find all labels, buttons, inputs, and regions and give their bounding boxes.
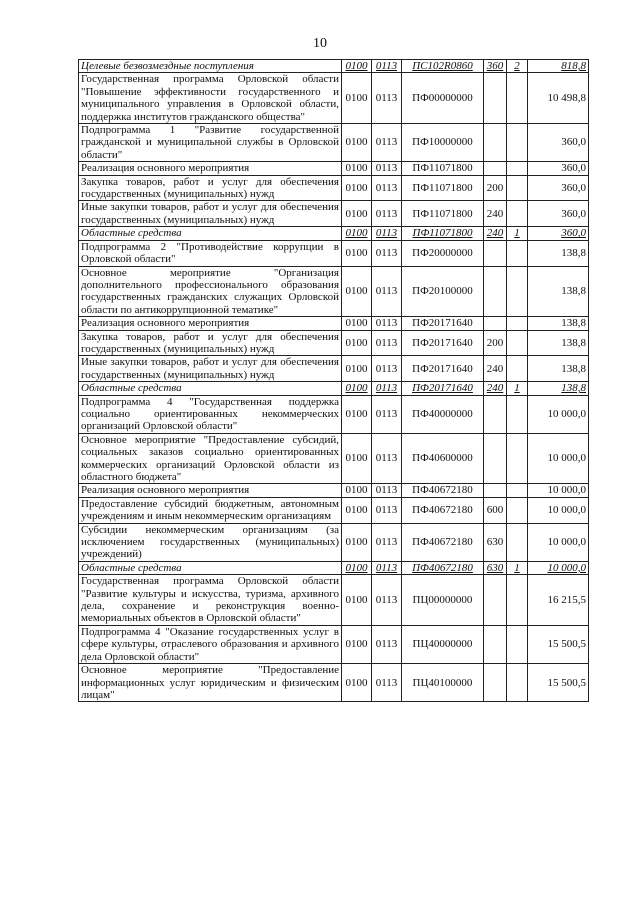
row-expense-type: 240 <box>484 382 507 395</box>
table-row <box>79 60 589 73</box>
table-row <box>79 395 589 433</box>
row-target-article: ПФ00000000 <box>402 73 484 124</box>
row-subsection-code: 0113 <box>372 124 402 162</box>
row-funding-source <box>507 484 528 497</box>
row-expense-type <box>484 664 507 702</box>
row-amount: 10 000,0 <box>528 497 589 523</box>
row-subsection-code: 0113 <box>372 240 402 266</box>
table-row <box>79 484 589 497</box>
row-subsection-code: 0113 <box>372 382 402 395</box>
row-funding-source <box>507 523 528 561</box>
row-amount: 10 000,0 <box>528 433 589 484</box>
row-subsection-code: 0113 <box>372 201 402 227</box>
row-target-article: ПФ40672180 <box>402 523 484 561</box>
row-section-code: 0100 <box>342 201 372 227</box>
row-expense-type <box>484 124 507 162</box>
table-row <box>79 330 589 356</box>
row-funding-source: 1 <box>507 382 528 395</box>
row-amount: 360,0 <box>528 175 589 201</box>
table-row <box>79 523 589 561</box>
table-row <box>79 664 589 702</box>
row-amount: 16 215,5 <box>528 575 589 626</box>
row-name: Реализация основного мероприятия <box>79 484 342 497</box>
row-target-article: ПФ20171640 <box>402 382 484 395</box>
row-amount: 15 500,5 <box>528 625 589 663</box>
table-row <box>79 317 589 330</box>
row-expense-type: 360 <box>484 60 507 73</box>
row-amount: 10 000,0 <box>528 523 589 561</box>
row-amount: 10 498,8 <box>528 73 589 124</box>
row-expense-type <box>484 162 507 175</box>
row-target-article: ПФ20000000 <box>402 240 484 266</box>
row-name: Субсидии некоммерческим организациям (за исключением государственных (муниципальных) учреждений) <box>79 523 342 561</box>
row-section-code: 0100 <box>342 395 372 433</box>
row-funding-source <box>507 201 528 227</box>
table-row <box>79 175 589 201</box>
row-funding-source <box>507 124 528 162</box>
table-row <box>79 356 589 382</box>
row-name: Реализация основного мероприятия <box>79 317 342 330</box>
row-target-article: ПФ11071800 <box>402 201 484 227</box>
row-target-article: ПЦ40100000 <box>402 664 484 702</box>
row-section-code: 0100 <box>342 317 372 330</box>
row-funding-source: 1 <box>507 561 528 574</box>
table-row <box>79 162 589 175</box>
row-funding-source <box>507 73 528 124</box>
row-amount: 138,8 <box>528 330 589 356</box>
row-section-code: 0100 <box>342 664 372 702</box>
row-name: Закупка товаров, работ и услуг для обеспечения государственных (муниципальных) нужд <box>79 175 342 201</box>
row-section-code: 0100 <box>342 575 372 626</box>
row-expense-type <box>484 395 507 433</box>
row-subsection-code: 0113 <box>372 317 402 330</box>
row-funding-source <box>507 266 528 317</box>
row-subsection-code: 0113 <box>372 497 402 523</box>
table-row <box>79 201 589 227</box>
row-section-code: 0100 <box>342 227 372 240</box>
row-subsection-code: 0113 <box>372 575 402 626</box>
row-funding-source <box>507 162 528 175</box>
table-body <box>79 60 589 702</box>
row-target-article: ПФ20171640 <box>402 317 484 330</box>
row-expense-type <box>484 625 507 663</box>
row-name: Государственная программа Орловской области "Повышение эффективности государственного и муниципального управления в Орловской области, поддержка институтов гражданского общества" <box>79 73 342 124</box>
row-target-article: ПФ40600000 <box>402 433 484 484</box>
row-expense-type: 240 <box>484 201 507 227</box>
row-expense-type: 600 <box>484 497 507 523</box>
row-amount: 360,0 <box>528 124 589 162</box>
row-target-article: ПФ40000000 <box>402 395 484 433</box>
row-expense-type: 240 <box>484 356 507 382</box>
row-target-article: ПЦ40000000 <box>402 625 484 663</box>
row-target-article: ПФ20100000 <box>402 266 484 317</box>
row-target-article: ПФ40672180 <box>402 561 484 574</box>
table-row <box>79 497 589 523</box>
row-target-article: ПС102R0860 <box>402 60 484 73</box>
row-name: Основное мероприятие "Предоставление информационных услуг юридическим и физическим лицам" <box>79 664 342 702</box>
row-expense-type <box>484 484 507 497</box>
row-subsection-code: 0113 <box>372 625 402 663</box>
row-subsection-code: 0113 <box>372 60 402 73</box>
page-number: 10 <box>313 36 327 51</box>
row-amount: 360,0 <box>528 227 589 240</box>
row-expense-type <box>484 575 507 626</box>
row-name: Основное мероприятие "Предоставление субсидий, социальных заказов социально ориентированных коммерческих организаций Орловской области из областного бюджета" <box>79 433 342 484</box>
row-subsection-code: 0113 <box>372 664 402 702</box>
row-funding-source <box>507 175 528 201</box>
row-subsection-code: 0113 <box>372 330 402 356</box>
row-funding-source: 2 <box>507 60 528 73</box>
table-row <box>79 73 589 124</box>
row-expense-type <box>484 433 507 484</box>
table-row <box>79 240 589 266</box>
row-target-article: ПФ20171640 <box>402 356 484 382</box>
row-section-code: 0100 <box>342 484 372 497</box>
row-subsection-code: 0113 <box>372 395 402 433</box>
row-funding-source <box>507 395 528 433</box>
row-expense-type: 630 <box>484 523 507 561</box>
row-section-code: 0100 <box>342 561 372 574</box>
row-name: Подпрограмма 4 "Государственная поддержка социально ориентированных некоммерческих организаций Орловской области" <box>79 395 342 433</box>
row-amount: 10 000,0 <box>528 395 589 433</box>
row-name: Иные закупки товаров, работ и услуг для обеспечения государственных (муниципальных) нужд <box>79 356 342 382</box>
table-row <box>79 561 589 574</box>
row-amount: 138,8 <box>528 317 589 330</box>
row-amount: 15 500,5 <box>528 664 589 702</box>
row-amount: 138,8 <box>528 266 589 317</box>
row-subsection-code: 0113 <box>372 356 402 382</box>
row-target-article: ПЦ00000000 <box>402 575 484 626</box>
row-expense-type <box>484 240 507 266</box>
row-name: Областные средства <box>79 227 342 240</box>
row-target-article: ПФ40672180 <box>402 497 484 523</box>
row-subsection-code: 0113 <box>372 266 402 317</box>
row-section-code: 0100 <box>342 73 372 124</box>
row-expense-type <box>484 317 507 330</box>
row-name: Основное мероприятие "Организация дополнительного профессионального образования государственных гражданских служащих Орловской области по антикоррупционной тематике" <box>79 266 342 317</box>
table-row <box>79 625 589 663</box>
row-name: Иные закупки товаров, работ и услуг для обеспечения государственных (муниципальных) нужд <box>79 201 342 227</box>
table-row <box>79 227 589 240</box>
row-target-article: ПФ11071800 <box>402 175 484 201</box>
row-subsection-code: 0113 <box>372 523 402 561</box>
row-name: Предоставление субсидий бюджетным, автономным учреждениям и иным некоммерческим организациям <box>79 497 342 523</box>
row-target-article: ПФ10000000 <box>402 124 484 162</box>
row-section-code: 0100 <box>342 175 372 201</box>
row-name: Целевые безвозмездные поступления <box>79 60 342 73</box>
table-row <box>79 266 589 317</box>
row-section-code: 0100 <box>342 497 372 523</box>
row-amount: 360,0 <box>528 162 589 175</box>
row-target-article: ПФ11071800 <box>402 227 484 240</box>
row-name: Реализация основного мероприятия <box>79 162 342 175</box>
row-funding-source <box>507 330 528 356</box>
row-section-code: 0100 <box>342 523 372 561</box>
row-amount: 138,8 <box>528 382 589 395</box>
table-row <box>79 575 589 626</box>
row-expense-type: 200 <box>484 330 507 356</box>
row-amount: 10 000,0 <box>528 561 589 574</box>
row-funding-source <box>507 240 528 266</box>
row-target-article: ПФ20171640 <box>402 330 484 356</box>
row-expense-type: 200 <box>484 175 507 201</box>
row-amount: 818,8 <box>528 60 589 73</box>
row-subsection-code: 0113 <box>372 484 402 497</box>
row-subsection-code: 0113 <box>372 433 402 484</box>
row-name: Областные средства <box>79 382 342 395</box>
row-amount: 138,8 <box>528 356 589 382</box>
row-name: Закупка товаров, работ и услуг для обеспечения государственных (муниципальных) нужд <box>79 330 342 356</box>
row-section-code: 0100 <box>342 330 372 356</box>
row-name: Подпрограмма 2 "Противодействие коррупции в Орловской области" <box>79 240 342 266</box>
row-funding-source <box>507 664 528 702</box>
row-expense-type: 630 <box>484 561 507 574</box>
row-funding-source <box>507 433 528 484</box>
row-section-code: 0100 <box>342 60 372 73</box>
row-amount: 10 000,0 <box>528 484 589 497</box>
row-section-code: 0100 <box>342 124 372 162</box>
row-name: Государственная программа Орловской области "Развитие культуры и искусства, туризма, архивного дела, сохранение и реконструкция военно-мемориальных объектов в Орловской области" <box>79 575 342 626</box>
row-name: Подпрограмма 1 "Развитие государственной гражданской и муниципальной службы в Орловской области" <box>79 124 342 162</box>
row-subsection-code: 0113 <box>372 227 402 240</box>
row-amount: 360,0 <box>528 201 589 227</box>
row-expense-type <box>484 73 507 124</box>
row-section-code: 0100 <box>342 433 372 484</box>
row-subsection-code: 0113 <box>372 73 402 124</box>
table-row <box>79 382 589 395</box>
row-subsection-code: 0113 <box>372 175 402 201</box>
row-funding-source <box>507 575 528 626</box>
budget-table <box>78 59 589 702</box>
row-name: Подпрограмма 4 "Оказание государственных услуг в сфере культуры, отраслевого образования и архивного дела Орловской области" <box>79 625 342 663</box>
row-funding-source <box>507 497 528 523</box>
row-funding-source <box>507 317 528 330</box>
row-target-article: ПФ11071800 <box>402 162 484 175</box>
row-section-code: 0100 <box>342 625 372 663</box>
row-funding-source <box>507 356 528 382</box>
row-target-article: ПФ40672180 <box>402 484 484 497</box>
row-subsection-code: 0113 <box>372 162 402 175</box>
row-funding-source <box>507 625 528 663</box>
row-subsection-code: 0113 <box>372 561 402 574</box>
row-section-code: 0100 <box>342 162 372 175</box>
row-expense-type: 240 <box>484 227 507 240</box>
row-section-code: 0100 <box>342 240 372 266</box>
row-section-code: 0100 <box>342 266 372 317</box>
row-section-code: 0100 <box>342 356 372 382</box>
table-row <box>79 433 589 484</box>
row-funding-source: 1 <box>507 227 528 240</box>
table-row <box>79 124 589 162</box>
row-name: Областные средства <box>79 561 342 574</box>
row-section-code: 0100 <box>342 382 372 395</box>
row-expense-type <box>484 266 507 317</box>
row-amount: 138,8 <box>528 240 589 266</box>
